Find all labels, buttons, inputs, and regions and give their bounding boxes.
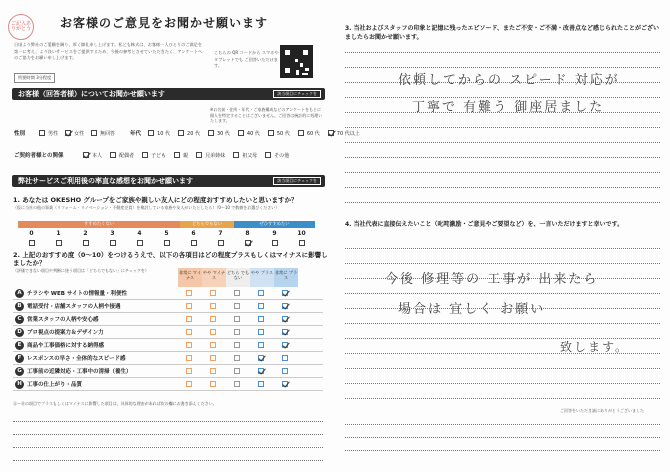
checkbox[interactable] [178,130,184,136]
checkbox[interactable] [208,130,214,136]
checkbox[interactable] [186,355,192,361]
gender-option-female[interactable] [65,130,84,137]
option-label: その他 [274,152,290,159]
scale-option[interactable] [18,230,45,246]
checkbox[interactable] [83,152,89,158]
question-3: 3. 当社およびスタッフの印象と記憶に残ったエピソード、またご不安・ご不満・改善点など感じられたことがございましたらお聞かせ願います。 [345,25,660,41]
checkbox[interactable] [110,152,116,158]
answer-line [345,323,660,324]
option-label: 男性 [48,130,59,137]
checkbox[interactable] [234,368,240,374]
question-1 [13,196,323,212]
checkbox[interactable] [234,329,240,335]
scale-number: 8 [245,230,250,237]
section1-bar [12,88,325,100]
scale-number: 0 [29,230,34,237]
scale-number: 9 [272,230,277,237]
item-label: 営業スタッフの人柄や安心感 [27,317,99,323]
scale-option[interactable] [261,230,288,246]
checkbox[interactable] [234,342,240,348]
impact-column-head: やや プラス [250,268,274,287]
checkbox[interactable] [299,240,305,246]
checkbox[interactable] [148,130,154,136]
checkbox[interactable] [234,381,240,387]
checkbox[interactable] [234,303,240,309]
option-label: 兄弟姉妹 [205,152,226,159]
answer-line [345,187,660,188]
scale-head-low: すすめたくない [18,221,180,228]
age-option[interactable] [208,130,230,137]
checkbox[interactable] [282,329,288,335]
impact-column-head: 非常に マイナス [178,268,202,287]
checkbox[interactable] [186,329,192,335]
checkbox[interactable] [258,316,264,322]
question-4-answer-line-2: 場合は 宜しく お願い [398,302,546,317]
checkbox[interactable] [238,130,244,136]
checkbox[interactable] [234,355,240,361]
impact-item-row [13,352,323,365]
recommend-scale [18,221,318,246]
item-label: 電話受付・店舗スタッフの人柄や接遇 [27,304,121,310]
item-label: 工事前の近隣対応・工事中の清掃（養生） [27,369,132,375]
section1-title: お客様（回答者様）についてお聞かせ願います [18,90,165,98]
checkbox[interactable] [258,368,264,374]
scale-head-mid: どちらでもない [180,221,234,228]
thanks-footnote: ご回答をいただき誠にありがとうございました [560,408,644,413]
checkbox[interactable] [258,355,264,361]
bottom-lines [345,420,660,451]
checkbox[interactable] [210,355,216,361]
impact-table [13,268,323,391]
answer-line [345,383,660,384]
checkbox[interactable] [218,240,224,246]
checkbox[interactable] [210,368,216,374]
impact-item-row [13,378,323,391]
scale-number: 4 [137,230,142,237]
question-3-answer-line-1: 依頼してからの スピード 対応が [398,73,620,88]
relation-label: ご契約者様との関係 [14,153,64,159]
gender-row [14,129,365,137]
scale-option[interactable] [288,230,315,246]
scale-number: 1 [56,230,61,237]
checkbox[interactable] [233,152,239,158]
scale-option[interactable] [207,230,234,246]
checkbox[interactable] [282,290,288,296]
option-label: 30 代 [216,130,230,137]
item-label: プロ視点の提案力＆デザイン力 [27,330,104,336]
scale-number: 6 [191,230,196,237]
gender-label: 性別 [14,131,26,137]
checkbox[interactable] [210,316,216,322]
impact-column-heads [178,268,323,287]
answer-line [345,157,660,158]
scale-number: 3 [110,230,115,237]
intro-text: 日頃より弊社のご愛顧を賜り、厚く御礼申し上げます。私ども株式は、お客様一人ひとりのご満足を第一に考え、より良いサービスをご提供するため、今後の参考とさせていただきたく、アンケートへのご協力をお願い申し上げます。 [14,42,203,61]
age-option[interactable] [238,130,260,137]
checkbox[interactable] [186,316,192,322]
item-badge: B [15,302,24,311]
item-label: レスポンスの早さ・全体的なスピード感 [27,356,126,362]
age-option[interactable] [178,130,200,137]
answer-line [345,52,660,53]
age-options [148,130,365,137]
item-badge: F [15,354,24,363]
option-label: 祖父母 [242,152,258,159]
item-badge: C [15,315,24,324]
scale-option[interactable] [153,230,180,246]
section2-answer-lines [13,413,323,461]
privacy-note: ※お名前・住所・年代・ご家族構成などのアンケートをもとに 個人を特定することはございません。ご回答は統計的に処理いたします。 [210,107,323,123]
question-4-answer-line-3: 致します。 [560,340,630,354]
option-label: 70 代以上 [336,130,360,137]
checkbox[interactable] [282,303,288,309]
scale-values [18,230,318,246]
option-label: 親 [183,152,189,159]
checkbox[interactable] [265,152,271,158]
checkbox[interactable] [91,130,97,136]
impact-items [13,287,323,391]
answer-line [345,368,660,369]
item-label: 工事の仕上がり・品質 [27,382,83,388]
gender-option-none[interactable] [91,130,115,137]
question-3-answer-line-2: 丁寧で 有難う 御座居ました [412,100,605,115]
impact-column-head: やや マイナス [202,268,226,287]
checkbox[interactable] [210,303,216,309]
checkbox[interactable] [272,240,278,246]
scale-option[interactable] [45,230,72,246]
scale-number: 2 [83,230,88,237]
checkbox[interactable] [234,316,240,322]
checkbox[interactable] [142,152,148,158]
section2-check-hint: 該当項目にチェックを [273,177,321,185]
answer-line [345,172,660,173]
item-badge: A [15,289,24,298]
checkbox[interactable] [258,290,264,296]
checkbox[interactable] [164,240,170,246]
impact-column-head: どちら でもない [226,268,250,287]
option-label: 50 代 [276,130,290,137]
checkbox[interactable] [174,152,180,158]
impact-item-row [13,365,323,378]
checkbox[interactable] [258,342,264,348]
age-option[interactable] [148,130,170,137]
option-label: 女性 [74,130,85,137]
relation-option[interactable] [83,152,102,159]
scale-head-high: ぜひすすめたい [234,221,315,228]
section2-bar [12,175,325,187]
answer-line [345,202,660,203]
item-badge: E [15,341,24,350]
impact-item-row [13,313,323,326]
gender-option-male[interactable] [39,130,58,137]
checkbox[interactable] [282,316,288,322]
option-label: 子ども [151,152,167,159]
question-1-sub: （仮に当社の他の事業（リフォーム・リノベーション・不動産売買）を検討している家族や友人がいたとしたら）（0〜10 で数値をお選びください） [13,205,280,210]
qr-note: こちらの QR コードから スマホやタブレットでも ご回答いただけます。 [214,50,279,68]
checkbox[interactable] [328,130,334,136]
checkbox[interactable] [39,130,45,136]
checkbox[interactable] [282,342,288,348]
scale-option[interactable] [234,230,261,246]
scale-number: 5 [164,230,169,237]
checkbox[interactable] [282,355,288,361]
question-4: 4. 当社代表に直接伝えたいこと（叱咤激励・ご意見やご要望など）を、一言いただけますと幸いです。 [345,221,624,228]
relation-option[interactable] [233,152,257,159]
checkbox[interactable] [268,130,274,136]
answer-line [345,293,660,294]
question-4-answer-line-1: 今後 修理等の 工事が 出来たら [385,272,599,287]
stamp-seal [8,14,34,40]
scale-option[interactable] [126,230,153,246]
scale-option[interactable] [99,230,126,246]
relation-row [14,151,294,159]
question-2-sub: （評価できない項目や判断に迷う項目は「どちらでもない」にチェックを） [13,268,149,273]
option-label: 40 代 [246,130,260,137]
checkbox[interactable] [186,290,192,296]
checkbox[interactable] [110,240,116,246]
option-label: 60 代 [306,130,320,137]
option-label: 無回答 [100,130,116,137]
checkbox[interactable] [186,381,192,387]
checkbox[interactable] [186,303,192,309]
page-title: お客様のご意見をお聞かせ願います [60,16,269,30]
impact-item-row [13,339,323,352]
checkbox[interactable] [282,368,288,374]
relation-options [83,152,294,159]
section2-footnote: Ⓐ〜Ⓗの項目でプラスもしくはマイナスに影響した項目は、具体的な理由があれば次の欄にお書き添えください。 [13,401,217,406]
scale-option[interactable] [72,230,99,246]
option-label: 本人 [92,152,103,159]
checkbox[interactable] [234,290,240,296]
scale-number: 7 [218,230,223,237]
impact-item-row [13,300,323,313]
scale-option[interactable] [180,230,207,246]
relation-option[interactable] [110,152,134,159]
option-label: 20 代 [187,130,200,137]
checkbox[interactable] [210,290,216,296]
option-label: 10 代 [157,130,171,137]
qr-code-icon[interactable] [280,45,313,78]
relation-option[interactable] [142,152,166,159]
checkbox[interactable] [191,240,197,246]
time-badge: 所要時間 3分程度 [14,73,55,83]
checkbox[interactable] [210,342,216,348]
impact-column-head: 非常に プラス [274,268,298,287]
answer-line [345,142,660,143]
item-badge: G [15,367,24,376]
answer-line [345,263,660,264]
checkbox[interactable] [210,329,216,335]
section1-check-hint: 該当項目にチェックを [273,90,321,98]
checkbox[interactable] [245,240,251,246]
checkbox[interactable] [258,381,264,387]
checkbox[interactable] [282,381,288,387]
impact-item-row [13,287,323,300]
answer-line [345,127,660,128]
checkbox[interactable] [65,130,71,136]
question-2-text: 2. 上記のおすすめ度（0〜10）をつけるうえで、以下の各項目はどの程度プラスもしくはマイナスに影響しましたか？ [13,251,328,267]
answer-line [345,248,660,249]
checkbox[interactable] [29,240,35,246]
answer-line [345,398,660,399]
checkbox[interactable] [210,381,216,387]
answer-line [345,67,660,68]
age-label: 年代 [130,131,142,137]
scale-number: 10 [297,230,306,237]
item-label: チラシや WEB サイトの情報量・利便性 [27,291,127,297]
checkbox[interactable] [186,342,192,348]
relation-option[interactable] [196,152,225,159]
item-badge: H [15,380,24,389]
question-1-text: 1. あなたは OKESHO グループをご家族や親しい友人にどの程度おすすめしたいと思いますか？ [13,196,298,204]
checkbox[interactable] [56,240,62,246]
checkbox[interactable] [258,303,264,309]
option-label: 配偶者 [119,152,135,159]
section2-title: 弊社サービスご利用後の率直な感想をお聞かせ願います [18,177,193,185]
age-option[interactable] [298,130,320,137]
stamp-text: ご記入ありがとう [10,20,31,32]
item-label: 商品や工事価格に対する納得感 [27,343,105,349]
checkbox[interactable] [298,130,304,136]
relation-option[interactable] [265,152,289,159]
checkbox[interactable] [83,240,89,246]
checkbox[interactable] [186,368,192,374]
checkbox[interactable] [196,152,202,158]
impact-item-row [13,326,323,339]
item-badge: D [15,328,24,337]
checkbox[interactable] [137,240,143,246]
checkbox[interactable] [258,329,264,335]
relation-option[interactable] [174,152,188,159]
age-option[interactable] [268,130,290,137]
